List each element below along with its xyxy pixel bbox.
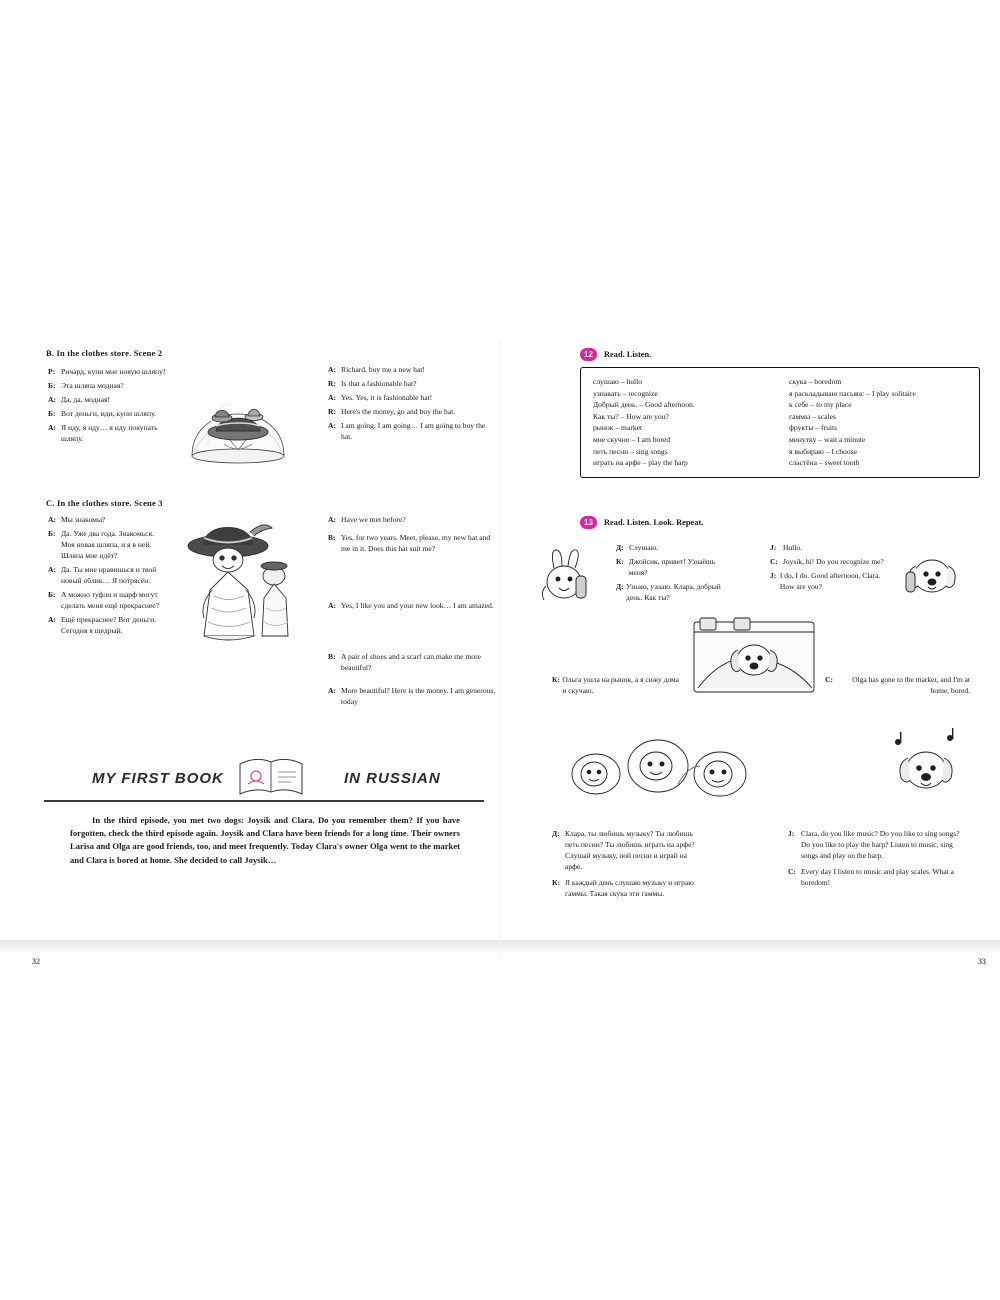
speaker: А: xyxy=(48,615,57,624)
line-text: Эта шляпа модная? xyxy=(61,381,124,390)
page-number-right: 33 xyxy=(978,957,986,966)
speaker: Б: xyxy=(48,409,56,418)
vocab-item: Добрый день. – Good afternoon. xyxy=(593,400,695,410)
dialogue-line xyxy=(328,685,498,707)
section-c-english xyxy=(328,514,498,710)
left-page xyxy=(30,348,498,966)
dialogue-line xyxy=(48,422,168,444)
intro-text: In the third episode, you met two dogs: Joysik and Clara. Do you remember them? If you have forgotten, check the third episode again. Joysik and Clara have been friends for a long time. Their owners Larisa and Olga are good friends, too, and meet frequently. Today Clara's owner Olga went to the market and Clara is bored at home. She decided to call Joysik… xyxy=(70,815,460,865)
section-c-russian xyxy=(48,514,168,639)
line-text: Ричард, купи мне новую шляпу! xyxy=(61,367,166,376)
vocab-item: фрукты – fruits xyxy=(789,423,838,433)
vocab-item: к себе – to my place xyxy=(789,400,852,410)
vocab-item: слушаю – hullo xyxy=(593,377,643,386)
speaker: R: xyxy=(328,407,337,416)
speaker: C: xyxy=(788,867,796,876)
speaker: Д: xyxy=(616,543,624,552)
line-text: Is that a fashionable hat? xyxy=(341,379,417,388)
right-page xyxy=(520,348,988,966)
section-c-title: C. In the clothes store. Scene 3 xyxy=(46,498,163,508)
speaker: A: xyxy=(328,686,337,695)
line-text: Ещё прекраснее? Вот деньги. Сегодня я щедрый. xyxy=(61,615,157,635)
dog-at-window-illustration xyxy=(680,616,830,706)
vocab-item: рынок – market xyxy=(593,423,643,433)
speaker: Д: xyxy=(552,829,560,838)
banner-word-1: MY FIRST BOOK xyxy=(92,770,224,787)
vocab-item: играть на арфе – play the harp xyxy=(593,458,688,468)
dog-with-music-illustration xyxy=(886,726,966,812)
speaker: Б: xyxy=(48,381,56,390)
line-text: Клара, ты любишь музыку? Ты любишь петь песни? Ты любишь играть на арфе? Слушай музыку, пой песни и играй на арфе. xyxy=(565,829,695,871)
line-text: Yes, for two years. Meet, please, my new hat and me in it. Does this hat suit me? xyxy=(341,533,491,553)
block2-english xyxy=(820,674,970,696)
speaker: C: xyxy=(825,675,833,684)
line-text: Джойсик, привет! Узнаёшь меня? xyxy=(628,557,716,577)
dialogue-line xyxy=(328,651,498,673)
speaker: A: xyxy=(328,421,337,430)
speaker: A: xyxy=(328,601,337,610)
speaker: А: xyxy=(48,515,57,524)
speaker: А: xyxy=(48,395,57,404)
line-text: Слушаю. xyxy=(629,543,659,552)
line-text: Да, да, модная! xyxy=(61,395,111,404)
dialogue-line xyxy=(552,674,682,696)
line-text: Мы знакомы? xyxy=(61,515,106,524)
vocab-item: петь песни – sing songs xyxy=(593,446,668,456)
vocab-item: минутку – wait a minute xyxy=(789,434,866,444)
dialogue-line xyxy=(328,406,498,417)
exercise-13-header-group xyxy=(580,516,980,535)
speaker: J: xyxy=(770,571,777,580)
speaker: К: xyxy=(552,878,560,887)
vocab-item: гаммы – scales xyxy=(789,411,836,421)
vocab-item: узнавать – recognize xyxy=(593,388,658,398)
dog-on-phone-illustration xyxy=(898,542,970,614)
line-text: Узнаю, узнаю. Клара, добрый день. Как ты? xyxy=(626,582,721,602)
line-text: Olga has gone to the market, and I'm at home, bored. xyxy=(852,675,970,695)
section-b-title: B. In the clothes store. Scene 2 xyxy=(46,348,163,358)
dialogue-line xyxy=(48,380,168,391)
page-number-left: 32 xyxy=(32,957,40,966)
rabbit-on-phone-illustration xyxy=(532,546,604,618)
series-banner xyxy=(44,756,484,804)
exercise-number-badge: 13 xyxy=(580,516,597,529)
vocab-item: я выбираю – I choose xyxy=(789,446,857,456)
line-text: Hullo. xyxy=(783,543,802,552)
exercise-12 xyxy=(580,348,980,478)
line-text: Every day I listen to music and play scales. What a boredom! xyxy=(801,867,954,887)
line-text: Clara, do you like music? Do you like to sing songs? Do you like to play the harp? Listen to music, sing songs and play on the harp. xyxy=(801,829,960,860)
exercise-13-header xyxy=(580,516,980,529)
section-b-russian xyxy=(48,366,168,447)
speaker: J: xyxy=(788,829,795,838)
speaker: A: xyxy=(328,393,337,402)
speaker: А: xyxy=(48,565,57,574)
line-text: Have we met before? xyxy=(341,515,406,524)
hat-in-glass-dome-illustration xyxy=(178,360,298,470)
line-text: Richard, buy me a new hat! xyxy=(341,365,425,374)
line-text: Да. Уже два года. Знакомься. Моя новая шляпа, и я в ней. Шляпа мне идёт? xyxy=(61,529,154,560)
speaker: К: xyxy=(616,557,624,566)
dialogue-line xyxy=(328,364,498,375)
exercise-13-body xyxy=(520,538,988,958)
book-gutter xyxy=(499,340,500,960)
line-text: Yes. Yes, it is fashionable hat! xyxy=(341,393,433,402)
speaker: Р: xyxy=(48,367,56,376)
dialogue-line xyxy=(616,542,734,553)
dialogue-line xyxy=(48,589,168,611)
block3-russian xyxy=(552,828,702,899)
dialogue-line xyxy=(48,528,168,561)
line-text: Я иду, я иду… я иду покупать шляпу. xyxy=(61,423,158,443)
vocab-item: Как ты? – How are you? xyxy=(593,411,669,421)
exercise-12-label: Read. Listen. xyxy=(604,350,652,359)
dialogue-line xyxy=(48,564,168,586)
vocabulary-column-left xyxy=(593,376,771,469)
dialogue-line xyxy=(328,514,498,525)
dialogue-line xyxy=(770,570,890,592)
dialogue-line xyxy=(770,556,890,567)
dialogue-line xyxy=(616,581,734,603)
line-text: Да. Ты мне нравишься и твой новый облик… Я потрясён. xyxy=(61,565,157,585)
line-text: Joysik, hi! Do you recognize me? xyxy=(783,557,884,566)
line-text: More beautiful? Here is the money. I am generous, today xyxy=(341,686,496,706)
dialogue-line xyxy=(788,828,970,861)
vocab-item: мне скучно – I am bored xyxy=(593,434,671,444)
section-b xyxy=(30,348,498,478)
line-text: Вот деньги, иди, купи шляпу. xyxy=(61,409,157,418)
speaker: Б: xyxy=(48,529,56,538)
dialogue-line xyxy=(328,532,498,554)
line-text: А можно туфли и шарф могут сделать меня ещё прекраснее? xyxy=(61,590,159,610)
vocab-item: сластёна – sweet tooth xyxy=(789,458,860,468)
exercise-number-badge: 12 xyxy=(580,348,597,361)
line-text: I am going, I am going… I am going to buy the hat. xyxy=(341,421,486,441)
dialogue-line xyxy=(328,600,498,611)
dialogue-line xyxy=(48,366,168,377)
speaker: Д: xyxy=(616,582,624,591)
dialogue-line xyxy=(48,614,168,636)
intro-paragraph xyxy=(70,814,460,867)
speaker: Б: xyxy=(48,590,56,599)
line-text: Here's the money, go and buy the hat. xyxy=(341,407,456,416)
dialogue-line xyxy=(48,408,168,419)
dialogue-line xyxy=(48,514,168,525)
dialogue-line xyxy=(820,674,970,696)
exercise-12-header xyxy=(580,348,980,361)
section-c xyxy=(30,498,498,748)
dialogue-line xyxy=(552,828,702,872)
vocabulary-column-right xyxy=(789,376,967,469)
dialogue-line xyxy=(48,394,168,405)
vocabulary-box xyxy=(580,367,980,478)
speaker: А: xyxy=(48,423,57,432)
dialogue-line xyxy=(328,420,498,442)
vocab-item: скука – boredom xyxy=(789,377,842,386)
open-book-icon xyxy=(234,750,308,802)
line-text: Yes, I like you and your new look… I am amazed. xyxy=(341,601,494,610)
speaker: B: xyxy=(328,533,336,542)
dialogue-line xyxy=(328,378,498,389)
dialogue-line xyxy=(770,542,890,553)
speaker: C: xyxy=(770,557,778,566)
thought-bubbles-illustration xyxy=(560,730,760,810)
banner-word-2: IN RUSSIAN xyxy=(344,770,441,787)
speaker: J: xyxy=(770,543,777,552)
line-text: Ольга ушла на рынок, а я сижу дома и скучаю. xyxy=(562,675,680,695)
speaker: R: xyxy=(328,379,337,388)
lady-with-hat-illustration xyxy=(170,504,300,654)
vocab-item: я раскладываю пасьянс – I play solitaire xyxy=(789,388,916,398)
line-text: I do, I do. Good afternoon, Clara. How are you? xyxy=(779,571,881,591)
speaker: B: xyxy=(328,652,336,661)
speaker: A: xyxy=(328,365,337,374)
section-b-english xyxy=(328,364,498,445)
dialogue-line xyxy=(328,392,498,403)
dialogue-line xyxy=(788,866,970,888)
speaker: К: xyxy=(552,675,560,684)
dialogue-line xyxy=(616,556,734,578)
line-text: A pair of shoes and a scarf can make me more beautiful? xyxy=(341,652,482,672)
exercise-13-label: Read. Listen. Look. Repeat. xyxy=(604,518,704,527)
block1-english xyxy=(770,542,890,592)
block1-russian xyxy=(616,542,734,603)
block3-english xyxy=(788,828,970,888)
line-text: Я каждый день слушаю музыку и играю гаммы. Такая скука эти гаммы. xyxy=(565,878,694,898)
speaker: A: xyxy=(328,515,337,524)
dialogue-line xyxy=(552,877,702,899)
block2-russian xyxy=(552,674,682,696)
